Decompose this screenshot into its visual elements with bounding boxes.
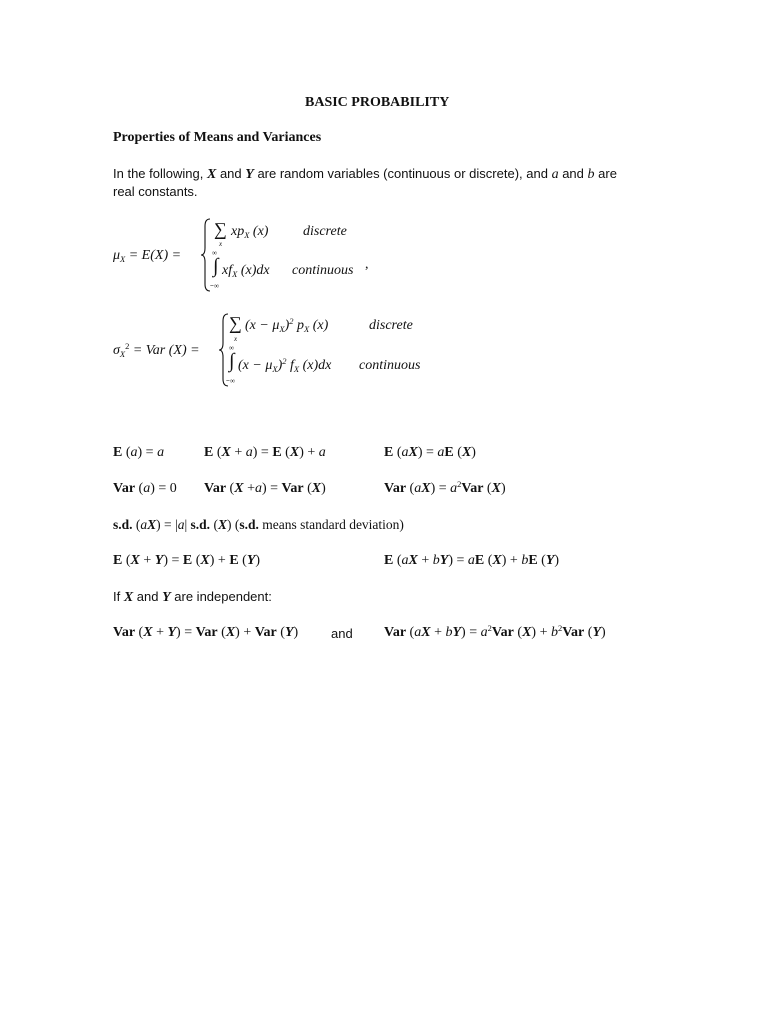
and-connector: and	[331, 626, 353, 641]
sum-index: x	[234, 335, 238, 343]
var-y: Y	[245, 167, 254, 182]
property-e-const: E (a) = a	[113, 445, 165, 460]
mean-case2-label: continuous	[292, 263, 354, 278]
variance-case2: $(x - \mu_X)^2$ $f_X$ (x)dx	[238, 356, 332, 374]
int-upper: ∞	[229, 344, 234, 352]
mean-case1: $xp_X$ (x)	[231, 224, 269, 240]
variance-case1: $(x - \mu_X)^2$ $p_X$ (x)	[245, 316, 329, 334]
property-var-scale: Var $(aX) = a^2Var$ (X)	[384, 479, 506, 496]
intro-paragraph: In the following, X and Y are random variables (continuous or discrete), and a and b are	[113, 166, 617, 182]
independence-condition: If X and Y are independent:	[113, 589, 272, 605]
sum-symbol: ∑	[214, 219, 227, 239]
variance-case1-label: discrete	[369, 318, 413, 333]
sum-index: x	[219, 240, 223, 248]
mean-trailing-comma: ,	[365, 257, 369, 272]
mean-case1-label: discrete	[303, 224, 347, 239]
int-upper: ∞	[212, 249, 217, 257]
int-lower: −∞	[210, 282, 219, 290]
const-b: b	[587, 167, 595, 182]
mean-lhs: $\mu_X = E(X)$ =	[113, 248, 182, 264]
property-e-linear: E (aX + bY) = aE (X) + bE (Y)	[384, 553, 560, 568]
property-var-const: Var (a) = 0	[113, 481, 177, 496]
integral-symbol: ∫	[213, 255, 219, 277]
property-e-scale: E (aX) = aE (X)	[384, 445, 476, 460]
property-var-sum: Var (X + Y) = Var (X) + Var (Y)	[113, 625, 299, 640]
document-title: BASIC PROBABILITY	[305, 95, 450, 110]
var-x: X	[206, 167, 217, 182]
section-heading: Properties of Means and Variances	[113, 130, 322, 145]
property-var-shift: Var (X +a) = Var (X)	[204, 481, 326, 496]
const-a: a	[551, 167, 559, 182]
intro-line2: real constants.	[113, 184, 198, 199]
variance-lhs: $\sigma_X^2$ = Var (X) =	[113, 341, 200, 359]
integral-symbol: ∫	[229, 350, 235, 372]
int-lower: −∞	[226, 377, 235, 385]
left-brace	[200, 218, 212, 292]
property-var-linear: Var $(aX + bY) = a^2Var$ $(X) + b^2Var$ (Y)	[384, 623, 606, 640]
property-sd-scale: s.d. (aX) = |a| s.d. (X) (s.d. means standard deviation)	[113, 517, 404, 532]
variance-case2-label: continuous	[359, 358, 421, 373]
property-e-shift: E (X + a) = E (X) + a	[204, 445, 326, 460]
sum-symbol: ∑	[229, 313, 242, 333]
mean-case2: $xf_X$ (x)dx	[222, 263, 270, 279]
property-e-sum: E (X + Y) = E (X) + E (Y)	[113, 553, 261, 568]
